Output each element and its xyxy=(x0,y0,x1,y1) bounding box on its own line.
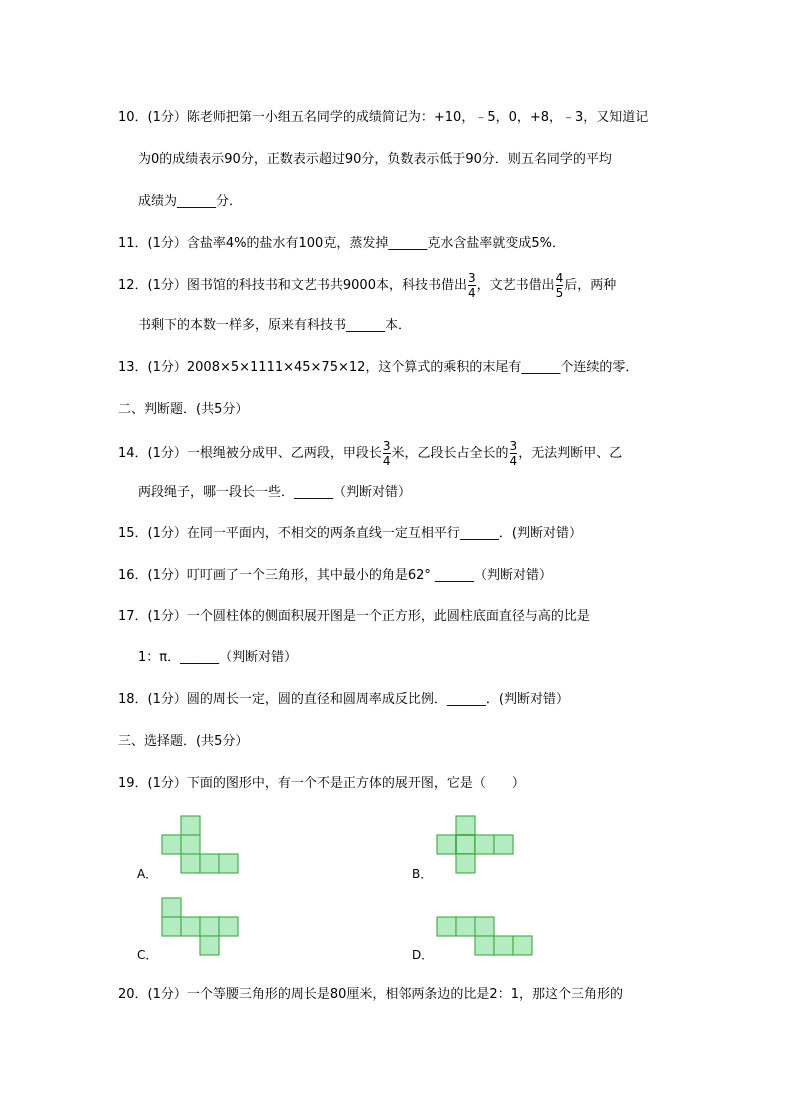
net-square xyxy=(456,917,475,936)
q13-line1: 13．(1分）2008×5×1111×45×75×12，这个算式的乘积的末尾有______个连续的零． xyxy=(118,360,639,375)
net-square xyxy=(437,835,456,854)
q12-text-pre: 12．(1分）图书馆的科技书和文艺书共9000本，科技书借出 xyxy=(118,278,467,293)
option-d-cube-net[interactable] xyxy=(435,915,541,961)
net-square xyxy=(494,936,513,955)
q10-line1: 10．(1分）陈老师把第一小组五名同学的成绩简记为：+10，﹣5，0，+8，﹣3，又知道记 xyxy=(118,110,649,125)
q20-line1: 20．(1分）一个等腰三角形的周长是80厘米，相邻两条边的比是2：1，那这个三角形的 xyxy=(118,987,623,1002)
q12-text-mid: ，文艺书借出 xyxy=(476,278,555,293)
q11-line1: 11．(1分）含盐率4%的盐水有100克，蒸发掉______克水含盐率就变成5%． xyxy=(118,236,565,251)
option-a-cube-net[interactable] xyxy=(160,814,244,878)
q12-fraction-1 xyxy=(468,272,476,299)
fraction-denominator: 5 xyxy=(555,286,564,300)
net-square xyxy=(200,936,219,955)
q17-line2: 1：π．______（判断对错） xyxy=(138,650,298,665)
net-square xyxy=(513,936,532,955)
q14-fraction-1 xyxy=(383,440,391,467)
q12-fraction-2 xyxy=(556,272,564,299)
option-c-cube-net[interactable] xyxy=(160,896,244,960)
net-square xyxy=(181,854,200,873)
fraction-denominator: 4 xyxy=(382,454,391,468)
net-square xyxy=(219,917,238,936)
q10-line3: 成绩为______分． xyxy=(138,194,243,209)
net-square xyxy=(181,816,200,835)
q12-line2: 书剩下的本数一样多，原来有科技书______本． xyxy=(138,318,412,333)
q12-text-post: 后，两种 xyxy=(564,278,617,293)
net-square xyxy=(475,835,494,854)
q15-line1: 15．(1分）在同一平面内，不相交的两条直线一定互相平行______．(判断对错） xyxy=(118,526,582,541)
q14-text-pre: 14．(1分）一根绳被分成甲、乙两段，甲段长 xyxy=(118,446,382,461)
q14-text-post: ，无法判断甲、乙 xyxy=(518,446,623,461)
net-square xyxy=(475,936,494,955)
q14-line1 xyxy=(118,440,622,467)
fraction-numerator: 4 xyxy=(555,271,564,285)
q14-text-mid: 米，乙段长占全长的 xyxy=(391,446,509,461)
q18-line1: 18．(1分）圆的周长一定，圆的直径和圆周率成反比例．______．(判断对错） xyxy=(118,692,569,707)
q12-line1 xyxy=(118,272,616,299)
net-square xyxy=(456,816,475,835)
q16-line1: 16．(1分）叮叮画了一个三角形，其中最小的角是62° ______（判断对错） xyxy=(118,568,553,583)
q14-line2: 两段绳子，哪一段长一些．______（判断对错） xyxy=(138,485,412,500)
net-square xyxy=(437,917,456,936)
option-d-label[interactable]: D． xyxy=(412,948,434,962)
fraction-numerator: 3 xyxy=(509,439,518,453)
net-square xyxy=(200,917,219,936)
net-square xyxy=(219,854,238,873)
section-3-title: 三、选择题．(共5分） xyxy=(118,734,249,749)
net-square xyxy=(181,917,200,936)
option-b-cube-net[interactable] xyxy=(435,814,519,878)
section-2-title: 二、判断题．(共5分） xyxy=(118,402,249,417)
option-c-label[interactable]: C． xyxy=(137,948,158,962)
fraction-denominator: 4 xyxy=(467,286,476,300)
fraction-denominator: 4 xyxy=(509,454,518,468)
q19-line1: 19．(1分）下面的图形中，有一个不是正方体的展开图，它是（ ） xyxy=(118,776,525,791)
fraction-numerator: 3 xyxy=(467,271,476,285)
option-b-label[interactable]: B． xyxy=(412,867,433,881)
q17-line1: 17．(1分）一个圆柱体的侧面积展开图是一个正方形，此圆柱底面直径与高的比是 xyxy=(118,609,590,624)
q10-line2: 为0的成绩表示90分，正数表示超过90分，负数表示低于90分．则五名同学的平均 xyxy=(138,152,612,167)
net-square xyxy=(475,917,494,936)
net-square xyxy=(162,917,181,936)
net-square xyxy=(456,854,475,873)
option-a-label[interactable]: A． xyxy=(137,867,158,881)
net-square xyxy=(200,854,219,873)
net-square xyxy=(162,835,181,854)
net-square xyxy=(456,835,475,854)
fraction-numerator: 3 xyxy=(382,439,391,453)
q14-fraction-2 xyxy=(510,440,518,467)
net-square xyxy=(494,835,513,854)
net-square xyxy=(162,898,181,917)
net-square xyxy=(181,835,200,854)
